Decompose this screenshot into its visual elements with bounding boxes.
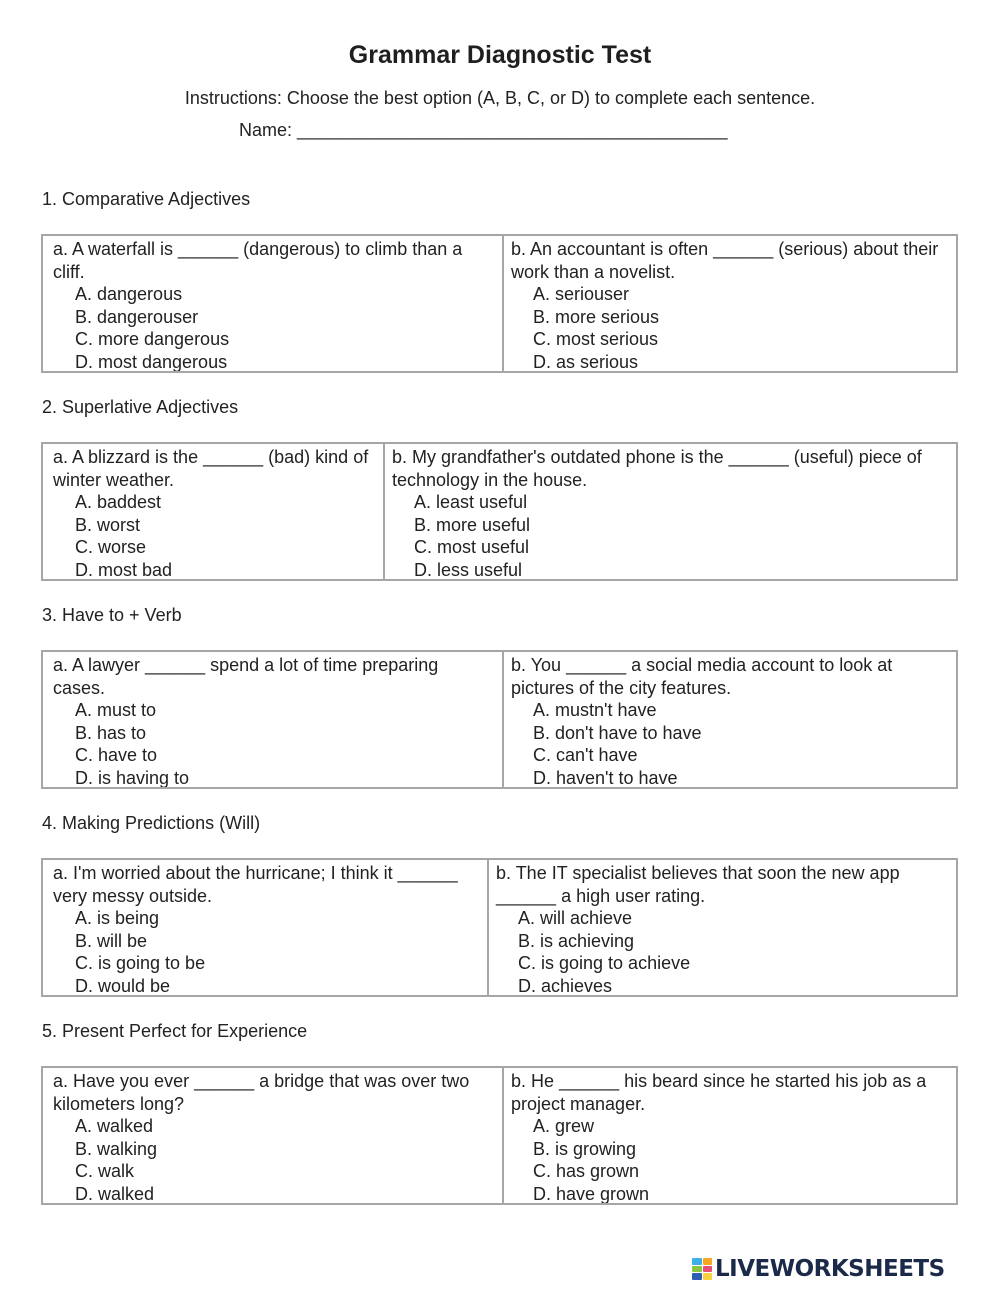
question-3a: [43, 652, 502, 787]
option-c[interactable]: C. more dangerous: [75, 329, 230, 350]
question-stem: a. Have you ever ______ a bridge that was over two kilometers long?: [53, 1071, 470, 1114]
logo-tile: [692, 1266, 702, 1273]
question-1b: [502, 236, 956, 371]
page-title: Grammar Diagnostic Test: [348, 41, 652, 69]
option-b[interactable]: B. don't have to have: [533, 722, 702, 743]
name-field-line: Name: ___________________________________________: [239, 120, 728, 140]
question-table-1: [41, 234, 958, 373]
question-stem: a. A blizzard is the ______ (bad) kind of winter weather.: [53, 447, 369, 490]
option-b[interactable]: B. walking: [75, 1138, 158, 1159]
brand-wordmark: LIVEWORKSHEETS: [715, 1256, 945, 1282]
option-a[interactable]: A. will achieve: [518, 908, 633, 929]
option-a[interactable]: A. mustn't have: [533, 700, 657, 721]
question-4a: [43, 860, 487, 995]
section-heading-4: 4. Making Predictions (Will): [42, 813, 261, 833]
option-c[interactable]: C. have to: [75, 745, 158, 766]
option-b[interactable]: B. is achieving: [518, 930, 635, 951]
option-d[interactable]: D. less useful: [414, 559, 523, 579]
option-d[interactable]: D. most bad: [75, 559, 173, 579]
option-c[interactable]: C. can't have: [533, 745, 638, 766]
section-heading-5: 5. Present Perfect for Experience: [42, 1021, 308, 1041]
option-b[interactable]: B. worst: [75, 514, 141, 535]
option-b[interactable]: B. more useful: [414, 514, 531, 535]
option-c[interactable]: C. walk: [75, 1161, 135, 1182]
option-b[interactable]: B. has to: [75, 722, 147, 743]
option-d[interactable]: D. walked: [75, 1183, 155, 1203]
option-b[interactable]: B. will be: [75, 930, 148, 951]
option-c[interactable]: C. most useful: [414, 537, 530, 558]
liveworksheets-brand: [692, 1256, 945, 1282]
logo-tile: [692, 1258, 702, 1265]
question-stem: a. A lawyer ______ spend a lot of time preparing cases.: [53, 655, 439, 698]
question-stem: b. He ______ his beard since he started his job as a project manager.: [511, 1071, 927, 1114]
question-4b: [487, 860, 956, 995]
logo-tile: [703, 1258, 713, 1265]
option-a[interactable]: A. grew: [533, 1116, 595, 1137]
option-d[interactable]: D. as serious: [533, 351, 639, 371]
question-stem: b. You ______ a social media account to look at pictures of the city features.: [511, 655, 893, 698]
option-a[interactable]: A. baddest: [75, 492, 162, 513]
question-5b: [502, 1068, 956, 1203]
option-a[interactable]: A. is being: [75, 908, 160, 929]
question-table-5: [41, 1066, 958, 1205]
section-heading-2: 2. Superlative Adjectives: [42, 397, 239, 417]
option-d[interactable]: D. have grown: [533, 1183, 650, 1203]
option-a[interactable]: A. dangerous: [75, 284, 183, 305]
logo-tile: [703, 1266, 713, 1273]
option-b[interactable]: B. is growing: [533, 1138, 637, 1159]
question-stem: a. A waterfall is ______ (dangerous) to climb than a cliff.: [53, 239, 463, 282]
question-table-4: [41, 858, 958, 997]
question-stem: b. My grandfather's outdated phone is the ______ (useful) piece of technology in the house.: [392, 447, 922, 490]
option-c[interactable]: C. is going to achieve: [518, 953, 691, 974]
question-stem: b. The IT specialist believes that soon the new app ______ a high user rating.: [496, 863, 900, 906]
option-b[interactable]: B. more serious: [533, 306, 660, 327]
question-2b: [383, 444, 956, 579]
liveworksheets-logo-icon: [692, 1258, 712, 1280]
question-1a: [43, 236, 502, 371]
logo-tile: [703, 1273, 713, 1280]
question-table-3: [41, 650, 958, 789]
question-table-2: [41, 442, 958, 581]
question-stem: a. I'm worried about the hurricane; I think it ______ very messy outside.: [53, 863, 458, 906]
option-a[interactable]: A. must to: [75, 700, 157, 721]
option-c[interactable]: C. has grown: [533, 1161, 640, 1182]
question-3b: [502, 652, 956, 787]
question-stem: b. An accountant is often ______ (serious) about their work than a novelist.: [511, 239, 939, 282]
option-d[interactable]: D. is having to: [75, 767, 190, 787]
option-b[interactable]: B. dangerouser: [75, 306, 199, 327]
section-heading-1: 1. Comparative Adjectives: [42, 189, 251, 209]
option-c[interactable]: C. worse: [75, 537, 147, 558]
option-d[interactable]: D. most dangerous: [75, 351, 228, 371]
option-d[interactable]: D. haven't to have: [533, 767, 678, 787]
question-5a: [43, 1068, 502, 1203]
section-heading-3: 3. Have to + Verb: [42, 605, 182, 625]
logo-tile: [692, 1273, 702, 1280]
option-a[interactable]: A. seriouser: [533, 284, 630, 305]
option-d[interactable]: D. would be: [75, 975, 171, 995]
option-a[interactable]: A. least useful: [414, 492, 528, 513]
option-a[interactable]: A. walked: [75, 1116, 154, 1137]
instructions: Instructions: Choose the best option (A, B, C, or D) to complete each sentence.: [184, 88, 816, 108]
option-c[interactable]: C. most serious: [533, 329, 659, 350]
option-d[interactable]: D. achieves: [518, 975, 613, 995]
question-2a: [43, 444, 383, 579]
option-c[interactable]: C. is going to be: [75, 953, 206, 974]
